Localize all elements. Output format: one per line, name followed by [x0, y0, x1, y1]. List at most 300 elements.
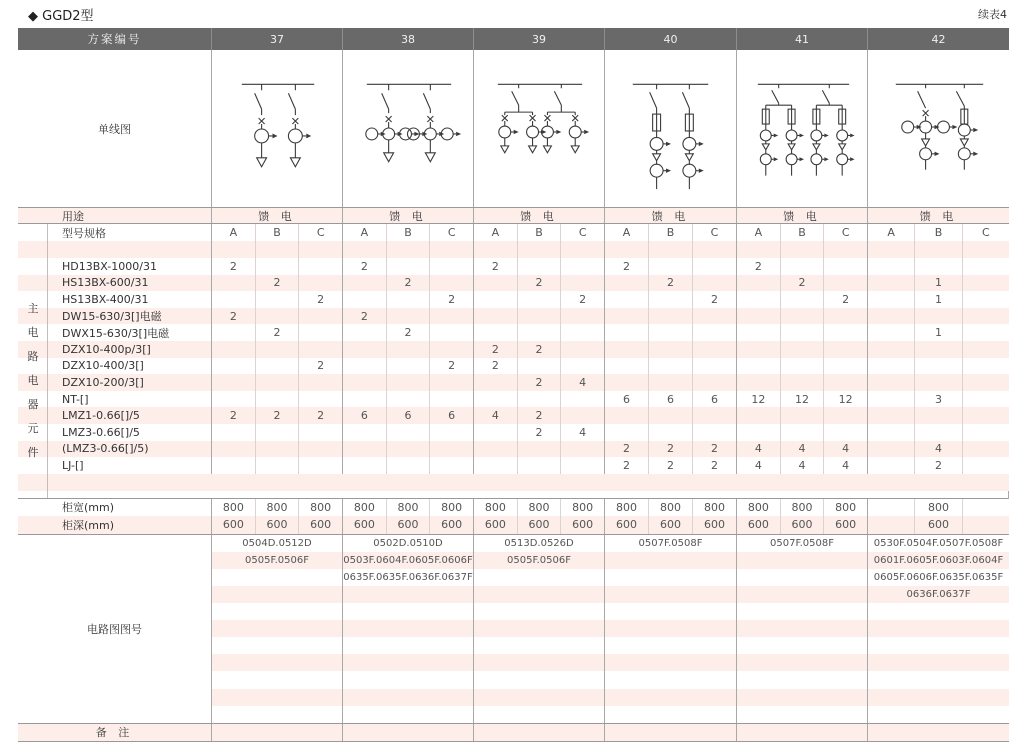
single-line-diagram-38	[343, 50, 473, 207]
value-subcol-group	[736, 291, 867, 308]
value-subcol-group	[736, 391, 867, 408]
value-cell	[914, 358, 961, 375]
value-cell	[560, 358, 604, 375]
circuit-number-cell	[737, 586, 867, 603]
value-cell	[517, 358, 561, 375]
value-cell: 2	[692, 441, 736, 458]
value-subcol-group	[604, 516, 736, 534]
value-cell: 1	[914, 324, 961, 341]
scheme-number-header: 方案编号	[87, 32, 142, 46]
value-subcol-group	[736, 275, 867, 292]
value-cell: 2	[517, 275, 561, 292]
single-line-diagram-39	[474, 50, 604, 207]
circuit-number-cell: 0605F.0606F.0635F.0635F	[868, 569, 1009, 586]
value-cell: 2	[491, 342, 499, 356]
value-cell	[386, 424, 430, 441]
component-name: DZX10-400/3[]	[62, 359, 144, 373]
value-subcol-group	[867, 308, 1009, 325]
side-label-char: 元	[27, 422, 39, 435]
value-cell: 2	[692, 457, 736, 474]
value-cell	[255, 457, 299, 474]
value-subcol-group	[473, 324, 604, 341]
continued-table-label: 续表4	[978, 8, 1007, 21]
value-cell	[386, 341, 430, 358]
value-subcol-group	[342, 499, 473, 517]
spec-subcol-group	[736, 224, 867, 241]
value-cell	[737, 407, 780, 424]
value-cell	[386, 374, 430, 391]
value-cell: 6	[386, 407, 430, 424]
component-name: DZX10-200/3[]	[62, 375, 144, 389]
value-cell	[560, 308, 604, 325]
value-cell	[560, 391, 604, 408]
component-name: DWX15-630/3[]电磁	[62, 326, 170, 340]
value-cell: 2	[298, 407, 342, 424]
circuit-number-cell	[343, 671, 473, 688]
empty-stripe-row	[18, 241, 1009, 258]
spec-subcol-header: C	[298, 224, 342, 241]
value-subcol-group	[342, 358, 473, 375]
value-cell	[962, 516, 1009, 534]
value-cell	[212, 291, 255, 308]
value-cell: 4	[491, 409, 499, 423]
value-cell	[255, 391, 299, 408]
value-cell: 2	[823, 291, 867, 308]
value-cell	[605, 424, 648, 441]
value-subcol-group	[342, 374, 473, 391]
value-subcol-group	[211, 258, 342, 275]
empty-stripe-row-bottom	[18, 474, 1009, 491]
value-cell	[868, 499, 914, 517]
value-subcol-group	[604, 374, 736, 391]
remark-cell	[867, 724, 1009, 741]
circuit-number-cell	[212, 603, 342, 620]
value-cell	[429, 275, 473, 292]
value-cell: 800	[823, 499, 867, 517]
empty-cell	[343, 241, 386, 258]
value-cell	[692, 358, 736, 375]
value-cell	[255, 308, 299, 325]
circuit-number-cell	[737, 637, 867, 654]
value-cell	[962, 358, 1009, 375]
value-cell	[386, 258, 430, 275]
value-cell	[737, 324, 780, 341]
empty-cell	[868, 241, 914, 258]
value-subcol-group	[867, 407, 1009, 424]
value-subcol-group	[342, 275, 473, 292]
value-subcol-group	[342, 516, 473, 534]
value-cell	[255, 291, 299, 308]
spec-subcol-header: A	[229, 226, 238, 239]
value-subcol-group	[342, 308, 473, 325]
value-cell: 2	[648, 275, 692, 292]
diagram-cell-38	[342, 50, 473, 207]
circuit-number-cell	[605, 706, 736, 723]
value-cell: 800	[914, 499, 961, 517]
value-cell	[517, 258, 561, 275]
value-cell	[914, 424, 961, 441]
value-subcol-group	[342, 457, 473, 474]
component-row	[18, 324, 1009, 341]
value-subcol-group	[211, 407, 342, 424]
component-name: HS13BX-600/31	[62, 276, 149, 290]
component-row	[18, 308, 1009, 325]
title-bar	[0, 0, 1009, 28]
value-cell	[737, 275, 780, 292]
value-cell: 4	[914, 441, 961, 458]
value-cell: 800	[353, 500, 375, 514]
value-cell	[298, 457, 342, 474]
value-subcol-group	[867, 341, 1009, 358]
remark-label: 备 注	[95, 726, 134, 740]
value-cell	[255, 341, 299, 358]
value-cell	[737, 341, 780, 358]
value-cell	[212, 391, 255, 408]
circuit-number-cell	[212, 706, 342, 723]
value-cell: 2	[386, 275, 430, 292]
value-cell	[823, 308, 867, 325]
value-cell: 4	[780, 441, 824, 458]
value-subcol-group	[736, 457, 867, 474]
diagram-cell-39	[473, 50, 604, 207]
value-subcol-group	[867, 516, 1009, 534]
value-cell	[517, 308, 561, 325]
component-rows	[18, 258, 1008, 474]
value-cell: 600	[517, 516, 561, 534]
circuit-number-cell	[737, 654, 867, 671]
value-cell	[962, 391, 1009, 408]
value-cell	[298, 441, 342, 458]
value-cell	[914, 407, 961, 424]
component-row	[18, 291, 1009, 308]
circuit-number-cell: 0507F.0508F	[737, 535, 867, 552]
value-cell: 600	[353, 518, 375, 532]
value-cell: 6	[648, 391, 692, 408]
empty-cell	[560, 241, 604, 258]
value-cell	[429, 308, 473, 325]
value-cell	[823, 358, 867, 375]
value-cell	[737, 374, 780, 391]
value-cell	[780, 358, 824, 375]
value-cell	[386, 441, 430, 458]
value-cell: 6	[360, 409, 368, 423]
value-cell: 2	[298, 291, 342, 308]
value-subcol-group	[342, 441, 473, 458]
value-subcol-group	[867, 324, 1009, 341]
value-subcol-group	[473, 358, 604, 375]
value-cell: 2	[623, 259, 630, 273]
value-cell: 800	[692, 499, 736, 517]
value-cell	[692, 275, 736, 292]
value-cell: 2	[648, 441, 692, 458]
value-cell	[780, 324, 824, 341]
spec-row-label: 型号规格	[62, 226, 106, 240]
value-cell	[560, 407, 604, 424]
circuit-number-cell	[868, 620, 1009, 637]
usage-cell: 馈 电	[604, 208, 736, 223]
value-subcol-group	[867, 441, 1009, 458]
value-subcol-group	[473, 258, 604, 275]
value-cell	[517, 457, 561, 474]
spec-subcol-header: C	[560, 224, 604, 241]
value-cell	[962, 441, 1009, 458]
value-cell	[962, 308, 1009, 325]
value-subcol-group	[736, 258, 867, 275]
value-cell	[212, 441, 255, 458]
value-subcol-group	[604, 499, 736, 517]
circuit-number-column	[342, 535, 473, 723]
circuit-number-column	[473, 535, 604, 723]
label-column-divider	[47, 224, 48, 498]
circuit-number-cell	[737, 603, 867, 620]
value-cell	[298, 341, 342, 358]
circuit-number-cell	[605, 586, 736, 603]
spec-subcol-group	[342, 224, 473, 241]
circuit-number-cell	[212, 620, 342, 637]
circuit-number-cell	[868, 654, 1009, 671]
value-subcol-group	[604, 308, 736, 325]
value-subcol-group	[211, 457, 342, 474]
value-subcol-group	[736, 324, 867, 341]
value-cell	[648, 407, 692, 424]
value-cell	[474, 391, 517, 408]
dimension-rows	[18, 498, 1008, 535]
circuit-number-cell	[474, 654, 604, 671]
value-cell: 2	[517, 407, 561, 424]
spec-table	[18, 28, 1009, 742]
component-row	[18, 275, 1009, 292]
value-subcol-group	[211, 341, 342, 358]
value-cell: 6	[692, 391, 736, 408]
empty-cell	[298, 241, 342, 258]
circuit-number-cell: 0530F.0504F.0507F.0508F	[868, 535, 1009, 552]
spec-subcol-header: A	[887, 226, 895, 239]
value-cell: 2	[692, 291, 736, 308]
value-cell	[962, 291, 1009, 308]
remark-cell	[736, 724, 867, 741]
circuit-number-cell	[605, 689, 736, 706]
usage-cell: 馈 电	[342, 208, 473, 223]
value-cell: 6	[623, 392, 630, 406]
value-cell	[474, 457, 517, 474]
value-subcol-group	[604, 291, 736, 308]
value-cell	[212, 424, 255, 441]
spec-subcol-header: B	[255, 224, 299, 241]
value-cell: 800	[780, 499, 824, 517]
circuit-number-cell: 0513D.0526D	[474, 535, 604, 552]
circuit-number-cell	[343, 586, 473, 603]
value-cell	[605, 308, 648, 325]
value-cell	[517, 441, 561, 458]
circuit-number-cell	[212, 689, 342, 706]
value-cell	[823, 258, 867, 275]
value-cell	[737, 308, 780, 325]
value-cell	[212, 275, 255, 292]
side-label-char: 路	[27, 350, 39, 363]
value-cell	[648, 424, 692, 441]
value-subcol-group	[473, 424, 604, 441]
value-cell: 600	[255, 516, 299, 534]
value-cell	[605, 291, 648, 308]
value-cell	[255, 441, 299, 458]
value-subcol-group	[604, 358, 736, 375]
value-subcol-group	[736, 516, 867, 534]
value-cell: 1	[914, 275, 961, 292]
component-name: (LMZ3-0.66[]/5)	[62, 442, 149, 456]
value-cell: 4	[560, 374, 604, 391]
value-cell	[255, 374, 299, 391]
value-cell: 2	[491, 359, 499, 373]
component-row	[18, 258, 1009, 275]
component-row	[18, 374, 1009, 391]
value-cell	[474, 374, 517, 391]
value-cell	[212, 457, 255, 474]
value-cell	[386, 391, 430, 408]
value-cell	[474, 424, 517, 441]
circuit-number-cell	[474, 569, 604, 586]
value-subcol-group	[604, 391, 736, 408]
value-cell	[429, 391, 473, 408]
value-subcol-group	[736, 499, 867, 517]
value-cell	[692, 258, 736, 275]
value-subcol-group	[604, 258, 736, 275]
usage-cell: 馈 电	[867, 208, 1009, 223]
usage-row	[18, 207, 1009, 224]
dimension-row	[18, 499, 1009, 517]
value-cell	[517, 324, 561, 341]
single-line-diagram-41	[737, 50, 867, 207]
value-cell	[212, 341, 255, 358]
circuit-number-cell	[474, 586, 604, 603]
value-cell: 2	[517, 341, 561, 358]
value-cell	[914, 341, 961, 358]
value-cell	[605, 341, 648, 358]
circuit-number-cell	[868, 603, 1009, 620]
circuit-number-cell	[737, 569, 867, 586]
value-cell: 12	[823, 391, 867, 408]
value-cell: 2	[623, 458, 630, 472]
value-cell	[780, 424, 824, 441]
value-cell: 2	[360, 259, 368, 273]
value-subcol-group	[211, 391, 342, 408]
circuit-number-cell	[737, 552, 867, 569]
value-cell	[605, 374, 648, 391]
circuit-number-cell	[605, 671, 736, 688]
value-subcol-group	[342, 424, 473, 441]
value-subcol-group	[473, 391, 604, 408]
value-cell	[343, 324, 386, 341]
value-cell	[343, 457, 386, 474]
component-name: LMZ3-0.66[]/5	[62, 425, 140, 439]
empty-cell	[962, 241, 1009, 258]
value-subcol-group	[736, 407, 867, 424]
value-cell	[868, 441, 914, 458]
value-cell	[648, 308, 692, 325]
circuit-number-cell	[737, 706, 867, 723]
component-row	[18, 341, 1009, 358]
value-cell: 12	[751, 392, 766, 406]
value-cell	[429, 341, 473, 358]
value-cell	[823, 424, 867, 441]
value-cell	[386, 457, 430, 474]
spec-subcol-group	[867, 224, 1009, 241]
dimension-name: 柜宽(mm)	[62, 501, 115, 515]
value-cell	[605, 324, 648, 341]
usage-cell: 馈 电	[736, 208, 867, 223]
value-cell: 600	[692, 516, 736, 534]
value-cell	[823, 324, 867, 341]
value-cell: 800	[386, 499, 430, 517]
circuit-number-cell: 0601F.0605F.0603F.0604F	[868, 552, 1009, 569]
usage-row-label: 用途	[62, 209, 84, 223]
value-cell: 2	[229, 259, 237, 273]
value-cell: 800	[255, 499, 299, 517]
circuit-number-cell	[605, 637, 736, 654]
component-name: LJ-[]	[62, 458, 84, 472]
value-cell: 2	[754, 259, 762, 273]
value-cell: 600	[747, 518, 769, 532]
value-cell	[692, 324, 736, 341]
value-cell: 600	[780, 516, 824, 534]
value-cell: 12	[780, 391, 824, 408]
spec-subcol-header: B	[648, 224, 692, 241]
value-subcol-group	[342, 324, 473, 341]
scheme-number-40: 40	[604, 28, 736, 50]
value-subcol-group	[867, 275, 1009, 292]
value-cell: 4	[823, 457, 867, 474]
diagram-row-label: 单线图	[98, 122, 131, 136]
spec-subcol-header: C	[692, 224, 736, 241]
empty-cell	[474, 241, 517, 258]
value-cell	[343, 441, 386, 458]
circuit-number-cell	[474, 689, 604, 706]
value-cell	[962, 324, 1009, 341]
value-cell: 2	[648, 457, 692, 474]
circuit-number-cell: 0636F.0637F	[868, 586, 1009, 603]
value-cell	[868, 324, 914, 341]
value-cell: 600	[823, 516, 867, 534]
value-cell	[474, 291, 517, 308]
value-subcol-group	[867, 258, 1009, 275]
value-cell	[429, 258, 473, 275]
value-cell: 600	[298, 516, 342, 534]
value-subcol-group	[736, 374, 867, 391]
value-cell: 2	[298, 358, 342, 375]
circuit-number-cell	[474, 603, 604, 620]
circuit-number-cell	[474, 620, 604, 637]
value-subcol-group	[736, 424, 867, 441]
value-cell: 800	[616, 500, 637, 514]
value-cell: 2	[255, 275, 299, 292]
usage-cell: 馈 电	[211, 208, 342, 223]
value-cell	[517, 291, 561, 308]
component-name: HS13BX-400/31	[62, 292, 149, 306]
value-subcol-group	[342, 341, 473, 358]
usage-cell: 馈 电	[473, 208, 604, 223]
value-cell	[255, 358, 299, 375]
value-cell	[914, 308, 961, 325]
value-cell: 800	[222, 500, 244, 514]
value-subcol-group	[473, 457, 604, 474]
diagram-cell-42	[867, 50, 1009, 207]
circuit-number-cell	[212, 637, 342, 654]
value-subcol-group	[867, 291, 1009, 308]
value-cell	[648, 341, 692, 358]
value-cell	[298, 275, 342, 292]
spec-subcol-group	[211, 224, 342, 241]
diagram-cell-40	[604, 50, 736, 207]
value-cell	[255, 258, 299, 275]
